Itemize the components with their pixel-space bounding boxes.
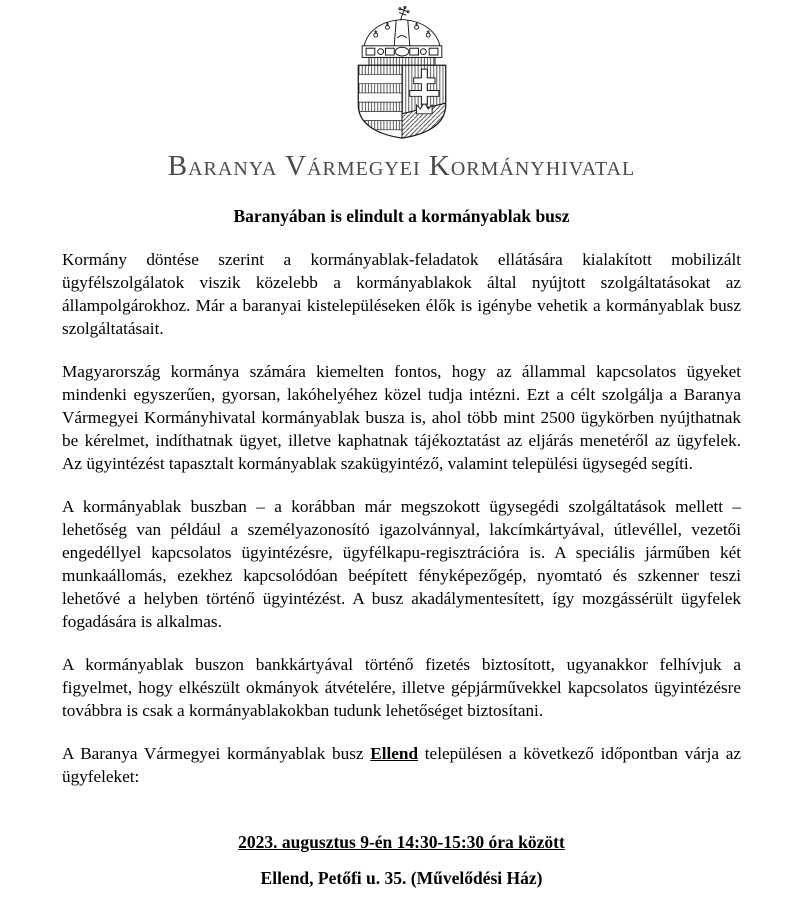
document-body <box>62 248 741 788</box>
body-paragraph: A kormányablak buszban – a korábban már megszokott ügysegédi szolgáltatások mellett – lehetőség van például a személyazonosító igazolvánnyal, lakcímkártyával, útlevéllel, vezetői engedéllyel kapcsolatos ügyintézésre, ügyfélkapu-regisztrációra is. A speciális járműben két munkaállomás, ezekhez kapcsolódóan beépített fényképezőgép, nyomtató és szkenner teszi lehetővé a helyben történő ügyintézést. A busz akadálymentesített, így mozgássérült ügyfelek fogadására is alkalmas. <box>62 497 741 631</box>
document-title: Baranyában is elindult a kormányablak busz <box>233 206 570 226</box>
hungarian-coat-of-arms-icon <box>346 5 458 141</box>
letterhead-emblem <box>62 5 741 146</box>
announcement-paragraph <box>62 742 741 788</box>
body-paragraph: A kormányablak buszon bankkártyával történő fizetés biztosított, ugyanakkor felhívjuk a figyelmet, hogy elkészült okmányok átvételére, illetve gépjárművekkel kapcsolatos ügyintézésre továbbra is csak a kormányablakokban tudunk lehetőséget biztosítani. <box>62 655 741 720</box>
announcement-text-after: településen a következő időpontban várja az ügyfeleket: <box>62 744 741 786</box>
schedule-location: Ellend, Petőfi u. 35. (Művelődési Ház) <box>260 868 543 888</box>
announcement-text-before: A Baranya Vármegyei kormányablak busz <box>62 744 371 763</box>
body-paragraph: Magyarország kormánya számára kiemelten fontos, hogy az állammal kapcsolatos ügyeket mindenki egyszerűen, gyorsan, lakóhelyéhez közel tudja intézni. Ezt a célt szolgálja a Baranya Vármegyei Kormányhivatal kormányablak busza is, ahol több mint 2500 ügykörben nyújthatnak be kérelmet, indíthatnak ügyet, illetve kaphatnak tájékoztatást az eljárás menetéről az ügyfelek. Az ügyintézést tapasztalt kormányablak szakügyintéző, valamint települési ügysegéd segíti. <box>62 362 741 473</box>
town-name: Ellend <box>370 744 419 763</box>
schedule-datetime: 2023. augusztus 9-én 14:30-15:30 óra között <box>238 832 565 852</box>
schedule-block <box>62 832 741 889</box>
body-paragraph: Kormány döntése szerint a kormányablak-feladatok ellátására kialakított mobilizált ügyfélszolgálatok viszik közelebb a kormányablakok által nyújtott szolgáltatásokat az állampolgárokhoz. Már a baranyai kistelepüléseken élők is igénybe vehetik a kormányablak busz szolgáltatásait. <box>62 250 741 338</box>
org-name: Baranya Vármegyei Kormányhivatal <box>167 150 636 182</box>
